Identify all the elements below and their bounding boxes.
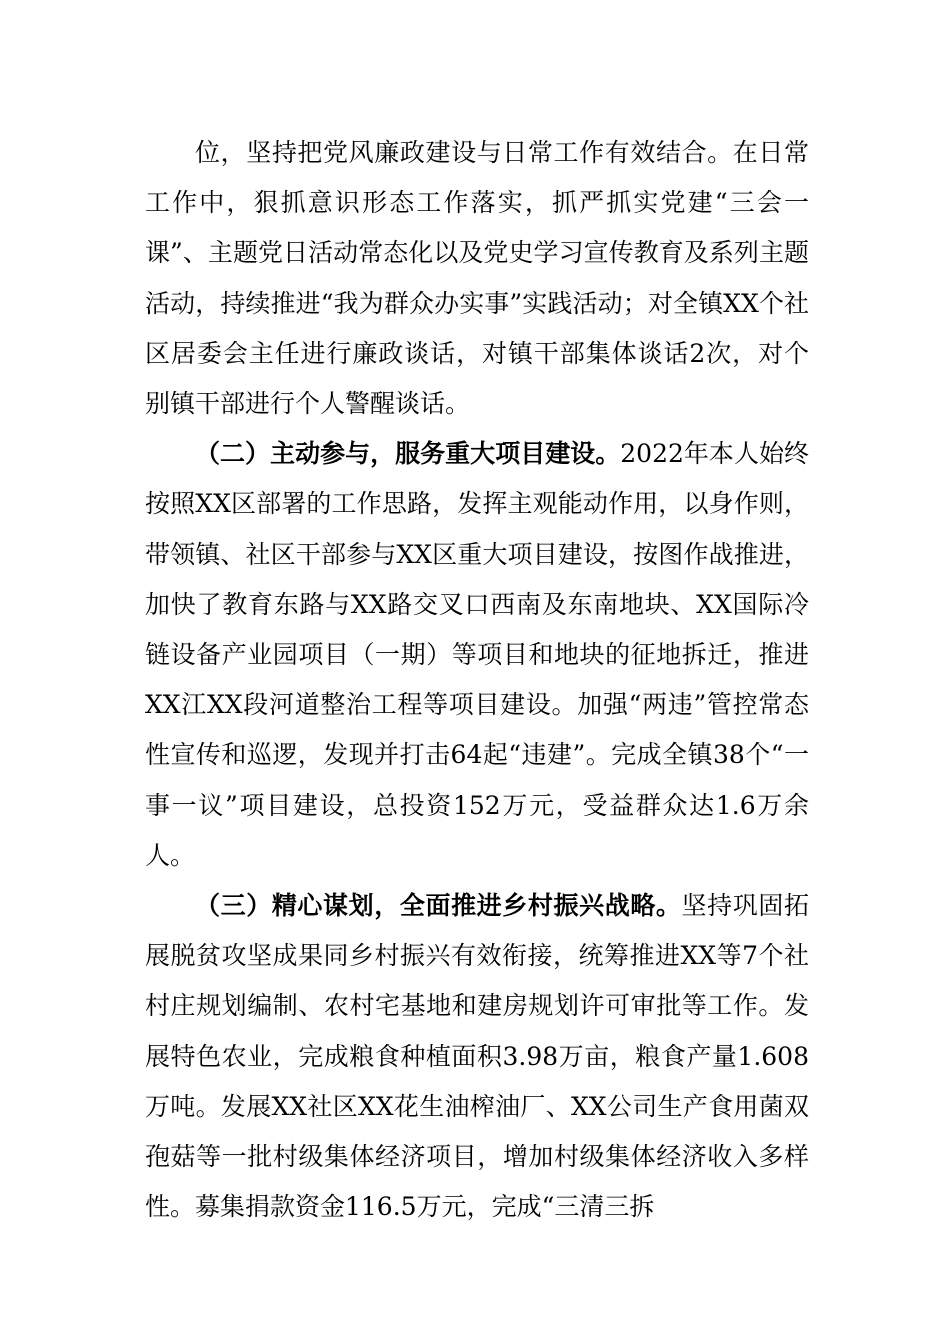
paragraph-heading: （二）主动参与，服务重大项目建设。 — [195, 439, 621, 469]
paragraph-rural-revitalization — [145, 881, 809, 1232]
paragraph-party-conduct — [145, 128, 809, 429]
document-body — [145, 128, 809, 1232]
paragraph-text: 坚持巩固拓展脱贫攻坚成果同乡村振兴有效衔接，统筹推进XX等7个社村庄规划编制、农村宅基地和建房规划许可审批等工作。发展特色农业，完成粮食种植面积3.98万亩，粮食产量1.608万吨。发展XX社区XX花生油榨油厂、XX公司生产食用菌双孢菇等一批村级集体经济项目，增加村级集体经济收入多样性。募集捐款资金116.5万元，完成“三清三拆 — [145, 891, 809, 1222]
paragraph-heading: （三）精心谋划，全面推进乡村振兴战略。 — [195, 891, 682, 921]
paragraph-text: 2022年本人始终按照XX区部署的工作思路，发挥主观能动作用，以身作则，带领镇、社区干部参与XX区重大项目建设，按图作战推进，加快了教育东路与XX路交叉口西南及东南地块、XX国际冷链设备产业园项目（一期）等项目和地块的征地拆迁，推进XX江XX段河道整治工程等项目建设。加强“两违”管控常态性宣传和巡逻，发现并打击64起“违建”。完成全镇38个“一事一议”项目建设，总投资152万元，受益群众达1.6万余人。 — [145, 439, 809, 870]
paragraph-major-projects — [145, 429, 809, 881]
paragraph-text: 位，坚持把党风廉政建设与日常工作有效结合。在日常工作中，狠抓意识形态工作落实，抓严抓实党建“三会一课”、主题党日活动常态化以及党史学习宣传教育及系列主题活动，持续推进“我为群众办实事”实践活动；对全镇XX个社区居委会主任进行廉政谈话，对镇干部集体谈话2次，对个别镇干部进行个人警醒谈话。 — [145, 138, 809, 419]
